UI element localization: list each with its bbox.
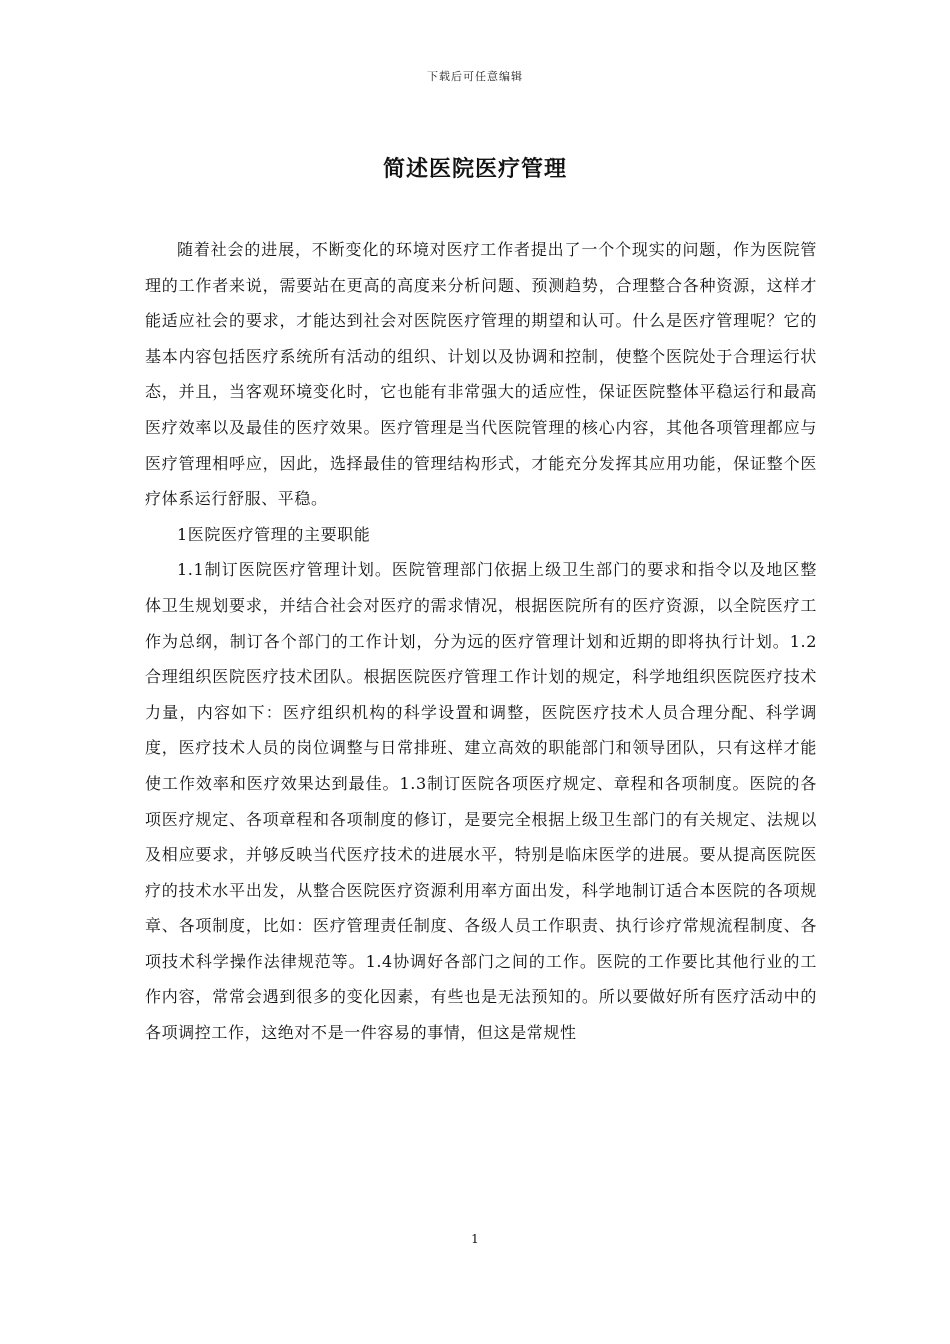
document-body xyxy=(145,232,817,1051)
section-heading: 1医院医疗管理的主要职能 xyxy=(177,524,371,544)
paragraph-intro: 随着社会的进展，不断变化的环境对医疗工作者提出了一个个现实的问题，作为医院管理的工作者来说，需要站在更高的高度来分析问题、预测趋势，合理整合各种资源，这样才能适应社会的要求，才能达到社会对医院医疗管理的期望和认可。什么是医疗管理呢？它的基本内容包括医疗系统所有活动的组织、计划以及协调和控制，使整个医院处于合理运行状态，并且，当客观环境变化时，它也能有非常强大的适应性，保证医院整体平稳运行和最高医疗效率以及最佳的医疗效果。医疗管理是当代医院管理的核心内容，其他各项管理都应与医疗管理相呼应，因此，选择最佳的管理结构形式，才能充分发挥其应用功能，保证整个医疗体系运行舒服、平稳。 xyxy=(145,240,817,509)
header-note: 下载后可任意编辑 xyxy=(427,70,523,83)
document-title: 简述医院医疗管理 xyxy=(382,156,567,182)
page-number: 1 xyxy=(471,1232,479,1246)
paragraph-functions: 1.1制订医院医疗管理计划。医院管理部门依据上级卫生部门的要求和指令以及地区整体卫生规划要求，并结合社会对医疗的需求情况，根据医院所有的医疗资源，以全院医疗工作为总纲，制订各个部门的工作计划，分为远的医疗管理计划和近期的即将执行计划。1.2合理组织医院医疗技术团队。根据医院医疗管理工作计划的规定，科学地组织医院医疗技术力量，内容如下：医疗组织机构的科学设置和调整，医院医疗技术人员合理分配、科学调度，医疗技术人员的岗位调整与日常排班、建立高效的职能部门和领导团队，只有这样才能使工作效率和医疗效果达到最佳。1.3制订医院各项医疗规定、章程和各项制度。医院的各项医疗规定、各项章程和各项制度的修订，是要完全根据上级卫生部门的有关规定、法规以及相应要求，并够反映当代医疗技术的进展水平，特别是临床医学的进展。要从提高医院医疗的技术水平出发，从整合医院医疗资源利用率方面出发，科学地制订适合本医院的各项规章、各项制度，比如：医疗管理责任制度、各级人员工作职责、执行诊疗常规流程制度、各项技术科学操作法律规范等。1.4协调好各部门之间的工作。医院的工作要比其他行业的工作内容，常常会遇到很多的变化因素，有些也是无法预知的。所以要做好所有医疗活动中的各项调控工作，这绝对不是一件容易的事情，但这是常规性 xyxy=(145,560,817,1043)
